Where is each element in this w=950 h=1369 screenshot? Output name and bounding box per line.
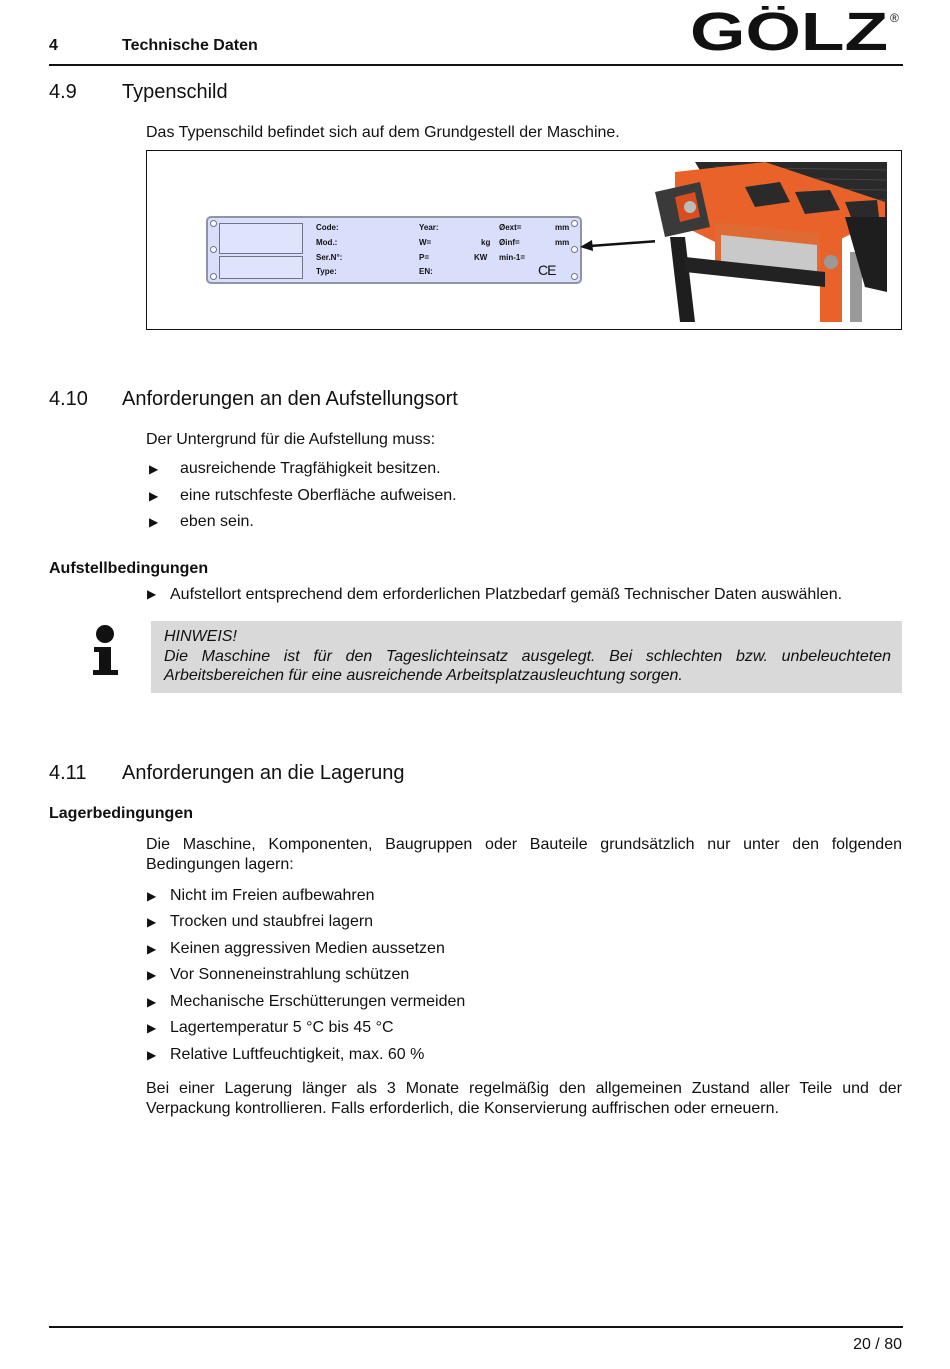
plate-label: Ser.N°:: [316, 253, 343, 262]
plate-blank-field: [219, 223, 303, 254]
plate-hole: [571, 246, 578, 253]
list-item: Aufstellort entsprechend dem erforderlichen Platzbedarf gemäß Technischer Daten auswählen.: [170, 586, 843, 603]
triangle-right-icon: ▶: [147, 995, 157, 1009]
side-heading: Lagerbedingungen: [49, 805, 193, 822]
list-item: eben sein.: [180, 513, 254, 530]
plate-label: Type:: [316, 267, 337, 276]
triangle-right-icon: ▶: [147, 968, 157, 982]
section-title: Anforderungen an den Aufstellungsort: [122, 388, 458, 410]
triangle-right-icon: ▶: [147, 889, 157, 903]
triangle-right-icon: ▶: [147, 587, 157, 601]
note-body: Die Maschine ist für den Tageslichteinsatz ausgelegt. Bei schlechten bzw. unbeleuchteten Arbeitsbereichen für eine ausreichende Arbeitsplatzausleuchtung sorgen.: [164, 647, 891, 684]
list-item: Vor Sonneneinstrahlung schützen: [170, 966, 410, 983]
plate-blank-field: [219, 256, 303, 279]
plate-label: Year:: [419, 223, 439, 232]
list-item: ausreichende Tragfähigkeit besitzen.: [180, 460, 441, 477]
site-requirements-intro: Der Untergrund für die Aufstellung muss:: [146, 431, 436, 448]
section-title: Anforderungen an die Lagerung: [122, 762, 405, 784]
plate-label: P=: [419, 253, 430, 262]
machine-photo: [655, 162, 887, 322]
info-icon: [90, 624, 120, 676]
triangle-right-icon: ▶: [147, 942, 157, 956]
plate-label: min-1=: [499, 253, 526, 262]
section-title: Typenschild: [122, 81, 228, 103]
plate-hole: [210, 246, 217, 253]
note-title: HINWEIS!: [164, 628, 237, 645]
goelz-logo: [688, 6, 906, 56]
chapter-number: 4: [49, 37, 58, 54]
plate-label: Code:: [316, 223, 339, 232]
plate-hole: [210, 220, 217, 227]
triangle-right-icon: ▶: [147, 915, 157, 929]
plate-label: Øinf=: [499, 238, 520, 247]
type-plate: [206, 216, 582, 284]
plate-unit: mm: [555, 223, 570, 232]
section-number: 4.9: [49, 81, 77, 103]
storage-closing: Bei einer Lagerung länger als 3 Monate regelmäßig den allgemeinen Zustand aller Teile und der Verpackung kontrollieren. Falls erforderlich, die Konservierung auffrischen oder erneuern.: [146, 1080, 902, 1117]
list-item: eine rutschfeste Oberfläche aufweisen.: [180, 487, 457, 504]
triangle-right-icon: ▶: [149, 515, 159, 529]
plate-unit: kg: [481, 238, 491, 247]
section-number: 4.10: [49, 388, 88, 410]
list-item: Keinen aggressiven Medien aussetzen: [170, 940, 445, 957]
plate-label: W=: [419, 238, 432, 247]
page-number: 20 / 80: [853, 1336, 902, 1353]
storage-intro: Die Maschine, Komponenten, Baugruppen oder Bauteile grundsätzlich nur unter den folgenden Bedingungen lagern:: [146, 836, 902, 873]
plate-hole: [210, 273, 217, 280]
note: [164, 627, 891, 686]
list-item: Trocken und staubfrei lagern: [170, 913, 374, 930]
plate-hole: [571, 273, 578, 280]
svg-text:GÖLZ: GÖLZ: [690, 6, 888, 56]
section-number: 4.11: [49, 762, 87, 784]
list-item: Nicht im Freien aufbewahren: [170, 887, 375, 904]
plate-label: Øext=: [499, 223, 522, 232]
plate-label: Mod.:: [316, 238, 338, 247]
ce-mark: CE: [538, 262, 556, 278]
plate-hole: [571, 220, 578, 227]
triangle-right-icon: ▶: [147, 1048, 157, 1062]
header-rule: [49, 64, 903, 66]
triangle-right-icon: ▶: [149, 462, 159, 476]
plate-unit: KW: [474, 253, 488, 262]
list-item: Mechanische Erschütterungen vermeiden: [170, 993, 466, 1010]
type-plate-intro: Das Typenschild befindet sich auf dem Grundgestell der Maschine.: [146, 124, 620, 141]
plate-label: EN:: [419, 267, 433, 276]
chapter-title: Technische Daten: [122, 37, 258, 54]
side-heading: Aufstellbedingungen: [49, 560, 209, 577]
list-item: Relative Luftfeuchtigkeit, max. 60 %: [170, 1046, 425, 1063]
list-item: Lagertemperatur 5 °C bis 45 °C: [170, 1019, 394, 1036]
svg-text:®: ®: [890, 11, 899, 25]
triangle-right-icon: ▶: [149, 489, 159, 503]
footer-rule: [49, 1326, 903, 1328]
plate-unit: mm: [555, 238, 570, 247]
triangle-right-icon: ▶: [147, 1021, 157, 1035]
